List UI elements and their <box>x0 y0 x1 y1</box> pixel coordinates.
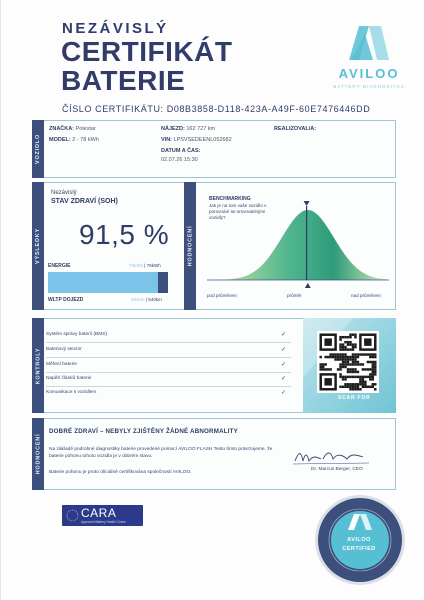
seal-brand: AVILOO <box>347 537 371 543</box>
energy-bar <box>48 272 168 293</box>
energy-bar-fill <box>48 272 158 293</box>
soh-value: 91,5 % <box>79 219 170 250</box>
wltp-values: 494km | 540km <box>131 297 162 302</box>
signer-name: Dr. Marcus Berger, CEO <box>311 467 363 472</box>
seal-certified: CERTIFIED <box>342 546 376 552</box>
check-icon: ✓ <box>281 332 287 338</box>
vehicle-model: MODEL: 2 - 78 kWh <box>49 137 99 143</box>
control-item-cell-voltage: Napětí článků baterie <box>46 376 92 381</box>
axis-average: průměr <box>287 293 302 298</box>
assessment-tab: HODNOCENÍ <box>32 418 44 490</box>
benchmark-average-marker <box>305 283 311 288</box>
energy-label: ENERGIE <box>48 263 71 269</box>
cara-title: CARA <box>81 506 117 520</box>
wltp-label: WLTP DOJEZD <box>48 297 84 303</box>
brand-tagline: BATTERY DIAGNOSTICS <box>333 84 405 89</box>
divider <box>46 386 291 387</box>
check-icon: ✓ <box>281 376 287 382</box>
benchmark-curve <box>205 196 391 290</box>
cara-star-icon <box>65 507 80 524</box>
control-item-sensor: Bateriový senzor <box>46 347 82 352</box>
vehicle-date: DATUM A ČAS: <box>161 148 201 154</box>
scan-label: SCAN FOR <box>338 395 371 401</box>
vehicle-vin: VIN: LPSVSEDEENL052682 <box>161 137 232 143</box>
results-tab: VÝSLEDKY <box>32 182 44 310</box>
controls-tab: KONTROLY <box>32 318 44 413</box>
vehicle-date-value: 02.07.26 15:30 <box>161 157 198 163</box>
soh-kicker: Nezávislý <box>51 190 77 196</box>
divider <box>46 342 291 343</box>
benchmark-text: Jak je na tom vaše vozidlo v porovnání se srovnatelnými vozidly? <box>209 203 267 221</box>
check-icon: ✓ <box>281 390 287 396</box>
divider <box>46 372 291 373</box>
assessment-title: DOBRÉ ZDRAVÍ – NEBYLY ZJIŠTĚNY ŽÁDNÉ ABNORMALITY <box>49 428 238 435</box>
axis-below-average: pod průměrem <box>207 293 237 298</box>
header-kicker: NEZÁVISLÝ <box>62 20 169 37</box>
assessment-paragraph-1: Na základě podrobné diagnostiky baterie provedené pomocí AVILOO FLASH Testu tímto potvrzujeme, že baterie pohonu tohoto vozidla je v dobrém stavu. <box>49 447 273 459</box>
assessment-paragraph-2: Baterie pohonu je proto oficiálně certifikována společností AVILOO. <box>49 470 192 475</box>
benchmark-marker-top <box>304 201 310 206</box>
axis-above-average: nad průměrem <box>351 293 381 298</box>
soh-title: STAV ZDRAVÍ (SOH) <box>51 198 118 205</box>
benchmark-title: BENCHMARKING <box>209 196 251 202</box>
rating-tab: HODNOCENÍ <box>184 182 196 310</box>
benchmark-distribution <box>211 210 387 280</box>
ceo-signature <box>291 447 371 467</box>
brand-name: AVILOO <box>338 66 400 81</box>
control-item-communication: Komunikace s vozidlem <box>46 390 97 395</box>
vehicle-mileage: NÁJEZD: 162 727 km <box>161 126 216 132</box>
control-item-bms: Systém správy baterií (BMS) <box>46 332 108 337</box>
control-item-measurement: Měření baterie <box>46 362 77 367</box>
check-icon: ✓ <box>281 362 287 368</box>
page-title-line2: BATERIE <box>61 65 186 96</box>
vehicle-tab: VOZIDLO <box>32 120 44 178</box>
vehicle-registration: REALIZOVAL/A: <box>274 126 317 132</box>
check-icon: ✓ <box>281 347 287 353</box>
certificate-number: ČÍSLO CERTIFIKÁTU: D08B3858-D118-423A-A49F-60E7476446DD <box>62 104 371 114</box>
qr-code-icon[interactable] <box>317 331 379 393</box>
vehicle-brand: ZNAČKA: Polestar <box>49 126 96 132</box>
page-title-line1: CERTIFIKÁT <box>61 36 233 67</box>
cara-subtitle: Approved Battery Health Check <box>81 520 126 524</box>
energy-values: 70kWh | 76kWh <box>129 263 161 268</box>
divider <box>46 357 291 358</box>
